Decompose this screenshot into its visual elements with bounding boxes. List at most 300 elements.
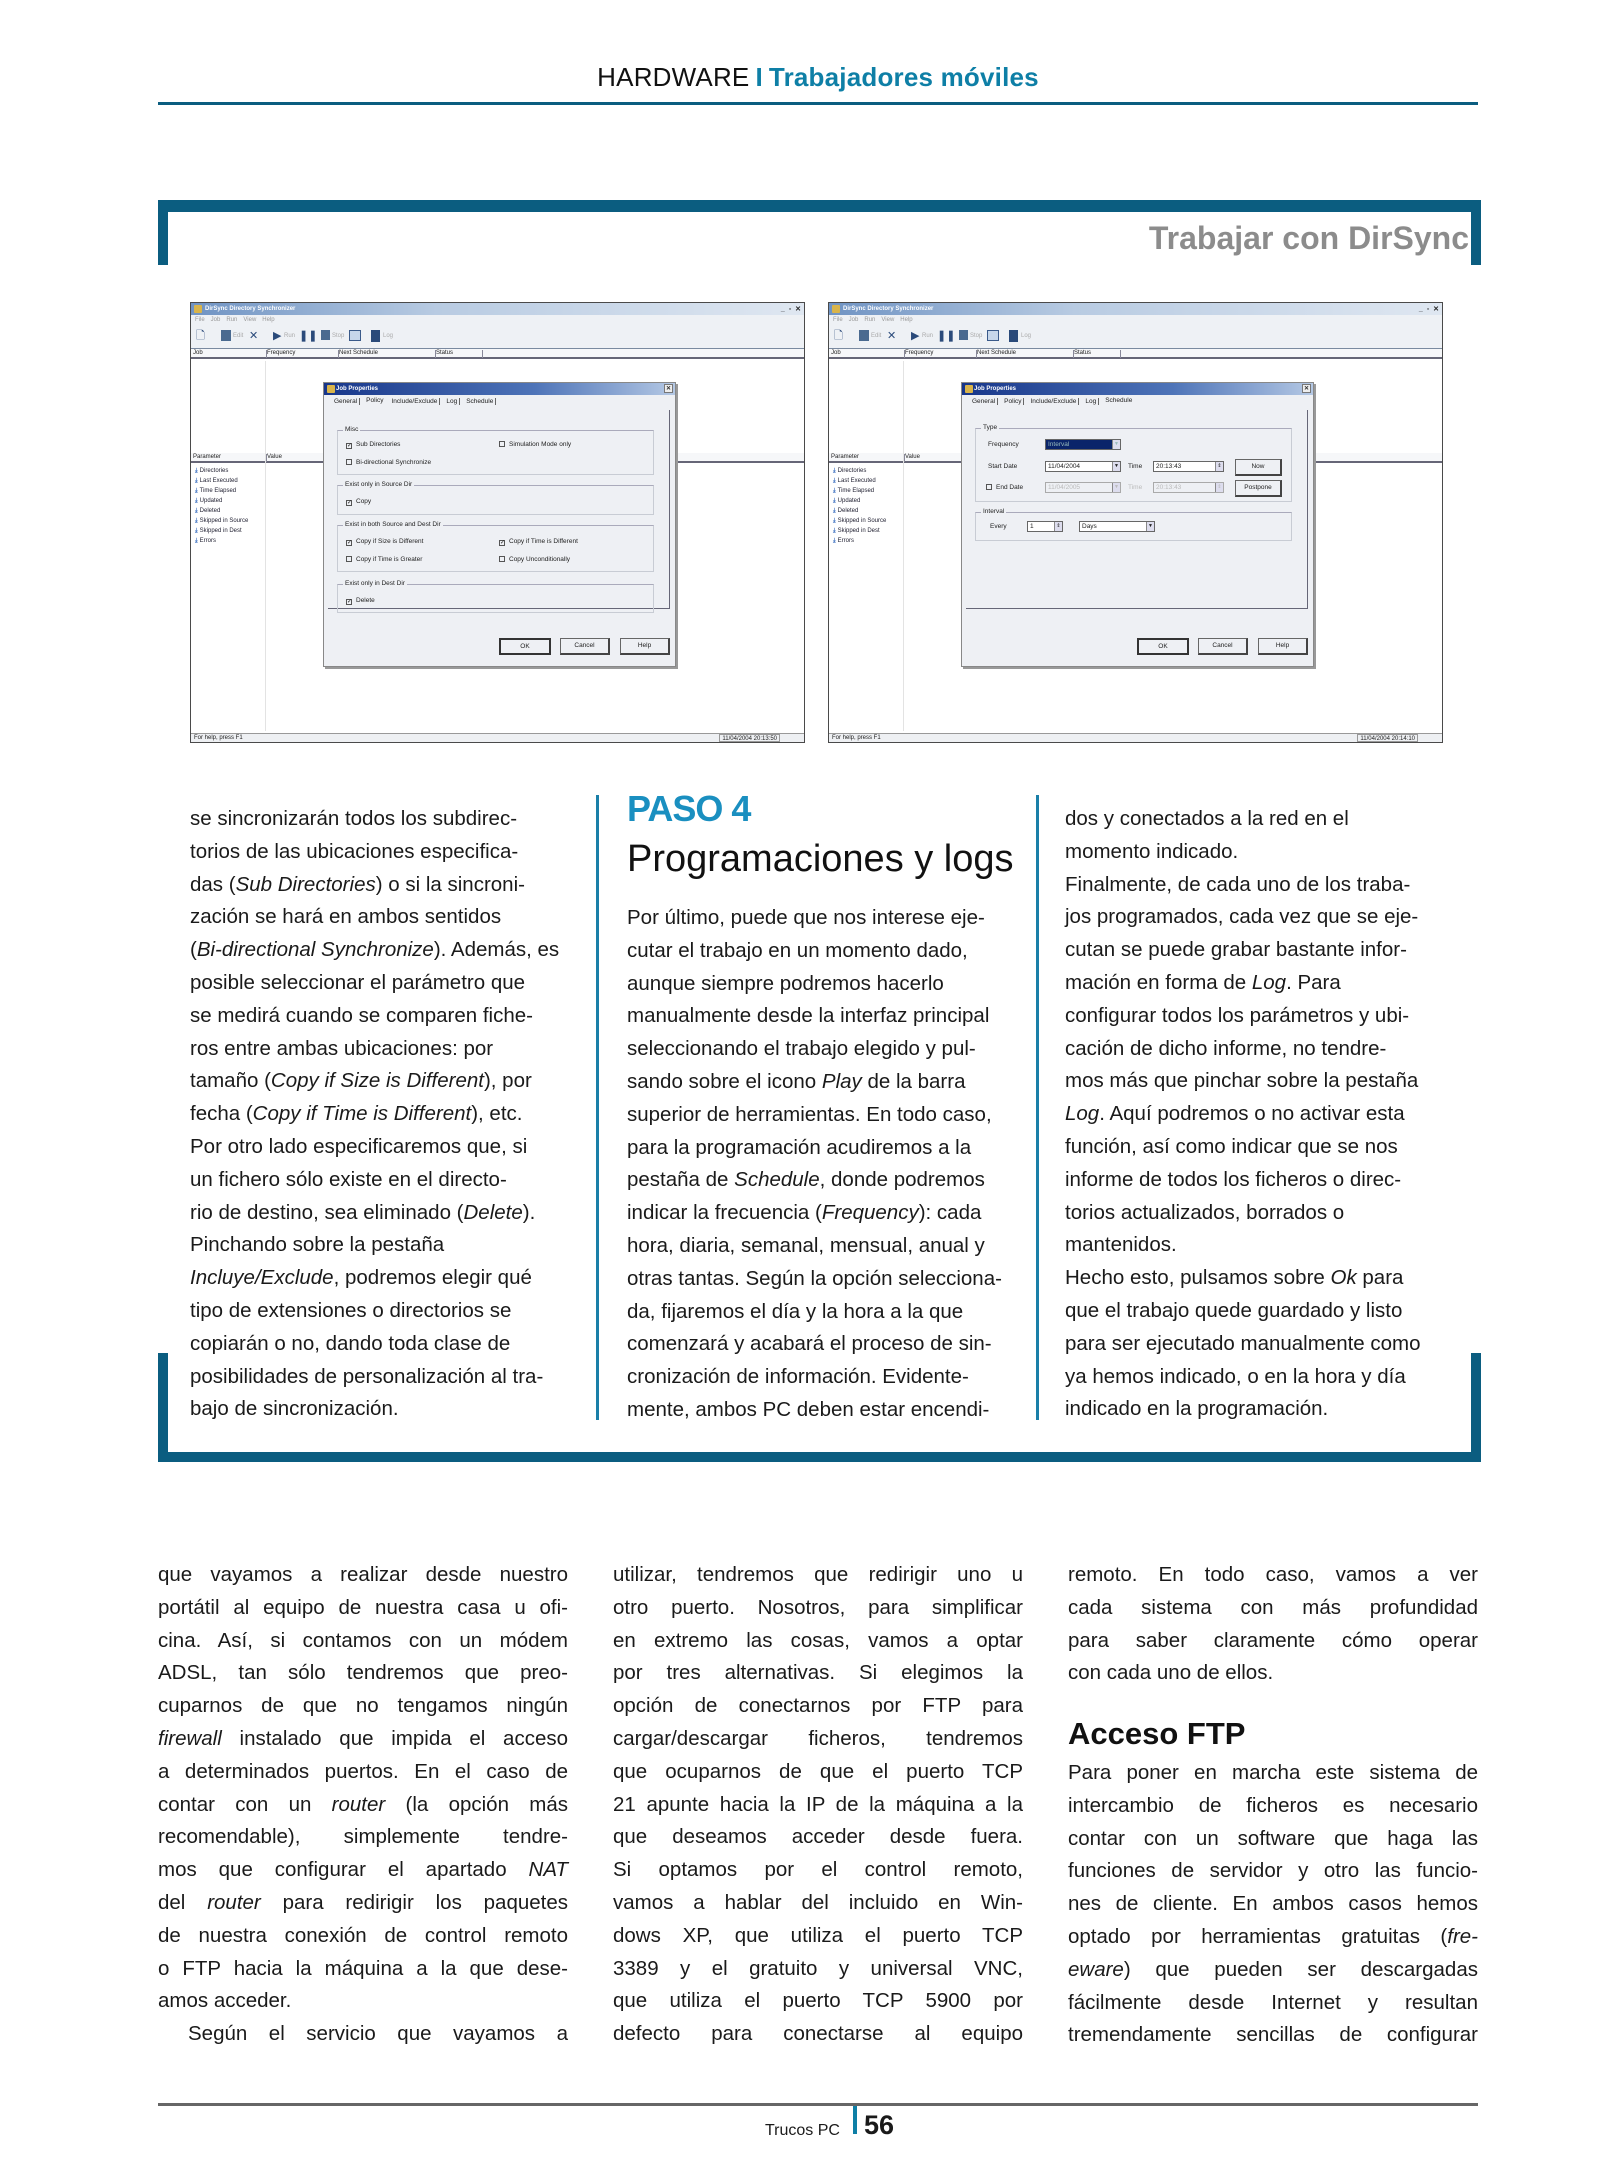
checkbox-box[interactable]: ✓ [347, 443, 353, 449]
text-line [1065, 1295, 1421, 1328]
text-line [158, 1789, 568, 1822]
spinner-icon[interactable]: ⇕ [1054, 522, 1062, 531]
text-run: se sincronizarán todos los subdirec- [190, 807, 518, 830]
text-line [1068, 1657, 1478, 1690]
param-label: Errors [199, 538, 216, 544]
text-line [1068, 1592, 1478, 1625]
article-column-1 [158, 1559, 568, 2051]
help-button[interactable]: Help [620, 638, 670, 655]
menu-item[interactable]: Job [210, 317, 221, 323]
close-icon[interactable]: ✕ [1303, 386, 1310, 392]
italic-term: Copy if Time is Different [252, 1102, 472, 1126]
job-list-header [191, 349, 804, 359]
text-run: que deseamos acceder desde fuera. [613, 1825, 1023, 1849]
view-icon[interactable] [349, 330, 361, 341]
text-line [613, 1953, 1023, 1986]
box-title: Trabajar con DirSync [1148, 220, 1469, 256]
checkbox-greater[interactable] [346, 556, 422, 563]
start-date-value: 11/04/2004 [1048, 463, 1081, 470]
text-line [1068, 1987, 1478, 2020]
checkbox-box[interactable] [986, 484, 992, 490]
checkbox-sub[interactable] [346, 441, 400, 449]
edit-icon[interactable] [221, 330, 231, 341]
delete-icon[interactable]: ✕ [887, 330, 897, 342]
text-run: mos más que pinchar sobre la pestaña [1065, 1069, 1419, 1093]
text-run: cuparnos de que no tengamos ningún [158, 1694, 568, 1718]
frequency-label: Frequency [988, 441, 1019, 448]
param-item[interactable] [195, 516, 248, 526]
param-icon: ⤓ [833, 518, 836, 524]
app-icon [194, 305, 202, 313]
column-header[interactable]: Frequency [905, 350, 977, 358]
italic-term: Incluye/Exclude [190, 1266, 334, 1290]
menu-item[interactable]: File [195, 317, 205, 323]
text-run: ). Además, es [433, 938, 560, 962]
text-line [190, 1229, 559, 1262]
text-run: Si optamos por el control remoto, [613, 1858, 1023, 1882]
param-label: Skipped in Source [199, 518, 249, 524]
end-time-label: Time [1128, 484, 1143, 491]
end-date-input[interactable] [1045, 482, 1121, 493]
edit-icon[interactable] [859, 330, 869, 341]
param-item[interactable] [833, 486, 886, 496]
app-icon [965, 385, 973, 393]
column-header[interactable]: Status [436, 350, 483, 358]
box-frame-left-top [158, 200, 168, 265]
text-line [613, 1625, 1023, 1658]
help-button[interactable]: Help [1258, 638, 1308, 655]
text-line [627, 1000, 1002, 1033]
box-frame-right-bottom [1471, 1353, 1481, 1462]
log-icon[interactable] [1009, 330, 1018, 342]
status-clock: 11/04/2004 20:13:50 [719, 734, 780, 742]
text-run: funciones de servidor y otro las funcio- [1068, 1859, 1478, 1883]
italic-term: Play [821, 1069, 862, 1093]
text-line [190, 1033, 559, 1066]
chevron-down-icon[interactable]: ▼ [1112, 440, 1120, 449]
text-line [1065, 1000, 1421, 1033]
checkbox-uncond[interactable] [499, 556, 570, 563]
end-date-label: End Date [996, 484, 1024, 491]
text-run: cargar/descargar ficheros, tendremos [613, 1726, 1023, 1750]
param-icon: ⤓ [833, 478, 836, 484]
new-job-icon[interactable]: 🗋 [196, 330, 205, 342]
magazine-name: Trucos PC [765, 2122, 840, 2139]
dialog-title: Job Properties [974, 386, 1017, 392]
menu-item[interactable]: File [833, 317, 843, 323]
box-frame-left-bottom [158, 1353, 168, 1462]
text-run: dos y conectados a la red en el [1065, 807, 1349, 830]
job-list-header [829, 349, 1442, 359]
step-heading: Programaciones y logs [627, 838, 1014, 880]
text-run: comenzará y acabará el proceso de sin- [627, 1332, 992, 1356]
text-line [627, 1033, 1002, 1066]
cancel-button[interactable]: Cancel [1198, 638, 1248, 655]
column-header[interactable]: Status [1074, 350, 1121, 358]
end-date-checkbox[interactable] [986, 484, 1023, 491]
text-run: utilizar, tendremos que redirigir uno u [613, 1563, 1023, 1586]
new-job-icon[interactable]: 🗋 [834, 330, 843, 342]
end-time-input[interactable] [1153, 482, 1224, 493]
checkbox-box[interactable] [346, 556, 352, 562]
job-properties-dialog [961, 382, 1314, 667]
text-run: Pinchando sobre la pestaña [190, 1233, 445, 1257]
tab-policy[interactable]: Policy [1002, 398, 1024, 405]
article-column-3-continued [1068, 1757, 1478, 2052]
text-line [613, 1756, 1023, 1789]
section-name: HARDWARE [597, 62, 750, 92]
text-line [1068, 1855, 1478, 1888]
text-run: Finalmente, de cada uno de los traba- [1065, 872, 1411, 896]
run-icon[interactable]: ▶ [911, 330, 920, 342]
text-line [190, 1065, 559, 1098]
frequency-select[interactable] [1045, 439, 1121, 450]
edit-label: Edit [233, 333, 244, 339]
param-label: Deleted [199, 508, 221, 514]
param-item[interactable] [833, 496, 886, 506]
text-line [1068, 1790, 1478, 1823]
text-run: das ( [190, 872, 236, 896]
text-line [158, 1592, 568, 1625]
checkbox-sim[interactable] [499, 441, 571, 448]
column-header[interactable]: Next Schedule [977, 350, 1074, 358]
text-line [190, 967, 559, 1000]
end-date-value: 11/04/2005 [1048, 484, 1081, 491]
text-line [627, 1132, 1002, 1165]
text-line [190, 1262, 559, 1295]
tab-bar [970, 398, 1138, 405]
checkbox-bidi[interactable] [346, 459, 431, 466]
checkbox-box[interactable]: ✓ [347, 540, 353, 546]
text-line [158, 1723, 568, 1756]
menu-item[interactable]: Job [848, 317, 859, 323]
checkbox-delete[interactable] [346, 597, 375, 605]
job-properties-dialog [323, 382, 676, 667]
text-run: configurar todos los parámetros y ubi- [1065, 1003, 1410, 1027]
param-item[interactable] [833, 516, 886, 526]
text-run: ya hemos indicado, o en la hora y día [1065, 1364, 1406, 1388]
view-icon[interactable] [987, 330, 999, 341]
text-line [613, 1723, 1023, 1756]
every-unit-value: Days [1082, 523, 1097, 530]
text-run: instalado que impida el acceso [221, 1726, 568, 1750]
text-run: posible seleccionar el parámetro que [190, 970, 526, 994]
text-line [613, 1559, 1023, 1592]
log-icon[interactable] [371, 330, 380, 342]
text-run: del [158, 1890, 208, 1914]
param-item[interactable] [195, 486, 248, 496]
step-label: PASO 4 [627, 788, 751, 829]
text-line [190, 1164, 559, 1197]
box-column-3 [1065, 803, 1421, 1426]
param-label: Skipped in Source [837, 518, 887, 524]
menu-item[interactable]: Run [864, 317, 876, 323]
italic-term: Copy if Size is Different [270, 1069, 484, 1093]
running-header [158, 62, 1478, 93]
group-src [337, 481, 654, 515]
window-controls[interactable]: _ ▫ ✕ [1418, 306, 1440, 313]
text-run: fecha ( [190, 1102, 253, 1126]
text-run: bajo de sincronización. [190, 1397, 399, 1421]
ok-button[interactable]: OK [499, 638, 551, 655]
text-line [158, 1821, 568, 1854]
text-line [613, 1657, 1023, 1690]
text-line [627, 1230, 1002, 1263]
text-line [627, 1263, 1002, 1296]
text-run: superior de herramientas. En todo caso, [627, 1102, 992, 1126]
text-run: , podremos elegir qué [333, 1266, 532, 1290]
text-line [627, 935, 1002, 968]
param-item[interactable] [195, 526, 248, 536]
status-bar [829, 733, 1442, 742]
text-run: vamos a hablar del incluido en Win- [613, 1890, 1023, 1914]
text-line [613, 1887, 1023, 1920]
menu-item[interactable]: View [243, 317, 257, 323]
param-label: Updated [837, 498, 861, 504]
text-run: jos programados, cada vez que se eje- [1065, 905, 1419, 929]
italic-term: Delete [463, 1200, 523, 1224]
text-run: ). [522, 1200, 536, 1224]
text-run: ), etc. [471, 1102, 523, 1126]
run-icon[interactable]: ▶ [273, 330, 282, 342]
text-line [1065, 967, 1421, 1000]
text-run: tamaño ( [190, 1069, 271, 1093]
column-header[interactable]: Job [193, 350, 267, 358]
group-label: Misc [345, 426, 359, 433]
now-button[interactable]: Now [1235, 459, 1282, 476]
text-run: Para poner en marcha este sistema de [1068, 1761, 1478, 1784]
text-line [190, 1197, 559, 1230]
footer-rule [158, 2103, 1478, 2106]
start-time-input[interactable] [1153, 461, 1224, 472]
text-run: se medirá cuando se comparen fiche- [190, 1003, 533, 1027]
log-label: Log [383, 333, 394, 339]
postpone-button[interactable]: Postpone [1235, 480, 1282, 497]
checkbox-box[interactable] [346, 459, 352, 465]
text-run: a determinados puertos. En el caso de [158, 1759, 568, 1783]
group-label: Exist only in Dest Dir [345, 580, 405, 587]
column-header[interactable]: Parameter [193, 454, 267, 462]
checkbox-label: Simulation Mode only [509, 441, 572, 448]
tab-general[interactable]: General [332, 398, 360, 405]
param-icon: ⤓ [833, 468, 836, 474]
tab-bar [332, 398, 500, 405]
spinner-icon[interactable]: ⇕ [1215, 483, 1223, 492]
text-line [627, 1394, 1002, 1427]
status-text: For help, press F1 [832, 735, 881, 741]
text-line [158, 2018, 568, 2051]
checkbox-copy[interactable] [346, 498, 371, 506]
column-header[interactable]: Value [905, 454, 979, 462]
param-icon: ⤓ [195, 468, 198, 474]
tab-log[interactable]: Log [444, 398, 460, 405]
param-item[interactable] [195, 496, 248, 506]
param-item[interactable] [833, 526, 886, 536]
app-icon [327, 385, 335, 393]
checkbox-size[interactable] [346, 538, 423, 546]
text-line [613, 1690, 1023, 1723]
spinner-icon[interactable]: ⇕ [1215, 462, 1223, 471]
text-run: Por otro lado especificaremos que, si [190, 1134, 528, 1158]
text-run: para [1356, 1266, 1404, 1290]
param-label: Last Executed [837, 478, 876, 484]
param-item[interactable] [195, 466, 248, 476]
column-header[interactable]: Parameter [831, 454, 905, 462]
text-run: ), por [483, 1069, 532, 1093]
text-line [190, 1361, 559, 1394]
text-line [190, 934, 559, 967]
text-run: o FTP hacia la máquina a la que dese- [158, 1956, 568, 1980]
text-run: mos que configurar el apartado [158, 1858, 529, 1882]
param-item[interactable] [195, 506, 248, 516]
menu-item[interactable]: Run [226, 317, 238, 323]
checkbox-box[interactable]: ✓ [500, 540, 506, 546]
italic-term: router [207, 1890, 261, 1914]
delete-icon[interactable]: ✕ [249, 330, 259, 342]
text-run: cada sistema con más profundidad [1068, 1595, 1478, 1619]
toolbar [191, 325, 804, 349]
text-run: ) o si la sincroni- [375, 872, 525, 896]
text-run: mantenidos. [1065, 1233, 1177, 1257]
column-header[interactable]: Value [267, 454, 341, 462]
text-line [613, 1821, 1023, 1854]
subheading: Acceso FTP [1068, 1716, 1246, 1751]
window-controls[interactable]: _ ▫ ✕ [780, 306, 802, 313]
italic-term: firewall [158, 1726, 222, 1750]
text-run: momento indicado. [1065, 839, 1239, 863]
text-run: mación en forma de [1065, 970, 1252, 994]
checkbox-timediff[interactable] [499, 538, 578, 546]
stop-icon[interactable] [959, 330, 968, 340]
text-run: cutar el trabajo en un momento dado, [627, 938, 968, 962]
chevron-down-icon[interactable]: ▼ [1112, 462, 1120, 471]
text-line [190, 1131, 559, 1164]
text-line [1068, 1757, 1478, 1790]
text-run: tipo de extensiones o directorios se [190, 1298, 512, 1322]
tab-include-exclude[interactable]: Include/Exclude [1028, 398, 1079, 405]
text-line [1065, 1229, 1421, 1262]
group-label: Interval [983, 508, 1005, 515]
param-icon: ⤓ [833, 508, 836, 514]
tab-general[interactable]: General [970, 398, 998, 405]
text-run: otro puerto. Nosotros, para simplificar [613, 1595, 1023, 1619]
param-icon: ⤓ [195, 538, 198, 544]
tab-log[interactable]: Log [1083, 398, 1099, 405]
text-run: función, así como indicar que se nos [1065, 1134, 1398, 1158]
pause-icon[interactable]: ❚❚ [299, 330, 318, 342]
text-line [1065, 1164, 1421, 1197]
italic-term: eware [1068, 1957, 1124, 1981]
text-run: para la programación acudiremos a la [627, 1135, 972, 1159]
tab-include-exclude[interactable]: Include/Exclude [389, 398, 440, 405]
param-icon: ⤓ [833, 488, 836, 494]
text-run: (la opción más [385, 1792, 568, 1816]
checkbox-box[interactable]: ✓ [347, 500, 353, 506]
group-both [337, 521, 654, 572]
pause-icon[interactable]: ❚❚ [937, 330, 956, 342]
window-title: DirSync Directory Synchronizer [205, 306, 296, 312]
param-label: Directories [199, 468, 229, 474]
text-line [613, 1920, 1023, 1953]
param-item[interactable] [195, 536, 248, 546]
header-rule [158, 102, 1478, 105]
param-icon: ⤓ [833, 538, 836, 544]
menu-item[interactable]: Help [900, 317, 913, 323]
group-dest [337, 580, 654, 613]
text-line [627, 1099, 1002, 1132]
checkbox-box[interactable]: ✓ [347, 599, 353, 605]
tab-schedule[interactable]: Schedule [1105, 397, 1133, 404]
text-line [158, 1657, 568, 1690]
text-run: portátil al equipo de nuestra casa u ofi- [158, 1595, 568, 1619]
cancel-button[interactable]: Cancel [560, 638, 610, 655]
frequency-value: Interval [1048, 441, 1070, 448]
column-header[interactable]: Job [831, 350, 905, 358]
param-label: Time Elapsed [199, 488, 237, 494]
param-icon: ⤓ [195, 518, 198, 524]
italic-term: Sub Directories [235, 872, 376, 896]
menu-item[interactable]: Help [262, 317, 275, 323]
italic-term: Ok [1330, 1266, 1357, 1290]
dialog-titlebar [962, 383, 1313, 395]
text-line [613, 2018, 1023, 2051]
text-run: 21 apunte hacia la IP de la máquina a la [613, 1792, 1023, 1816]
param-item[interactable] [833, 476, 886, 486]
chevron-down-icon[interactable]: ▼ [1112, 483, 1120, 492]
param-item[interactable] [833, 536, 886, 546]
italic-term: Frequency [821, 1201, 919, 1225]
text-line [158, 1985, 568, 2018]
chevron-down-icon[interactable]: ▼ [1146, 522, 1154, 531]
param-item[interactable] [195, 476, 248, 486]
start-date-input[interactable] [1045, 461, 1121, 472]
text-run: que vayamos a realizar desde nuestro [158, 1563, 568, 1586]
column-header[interactable]: Frequency [267, 350, 339, 358]
close-icon[interactable]: ✕ [665, 386, 672, 392]
menu-bar [191, 315, 804, 325]
text-run: en extremo las cosas, vamos a optar [613, 1628, 1023, 1652]
text-line [1065, 901, 1421, 934]
text-run: amos acceder. [158, 1989, 292, 2013]
ok-button[interactable]: OK [1137, 638, 1189, 655]
every-unit-select[interactable] [1079, 521, 1155, 532]
text-line [627, 1197, 1002, 1230]
checkbox-box[interactable] [499, 441, 505, 447]
text-run: . Aquí podremos o no activar esta [1099, 1102, 1405, 1126]
text-line [190, 1295, 559, 1328]
column-header[interactable]: Next Schedule [339, 350, 436, 358]
text-run: rio de destino, sea eliminado ( [190, 1200, 464, 1224]
every-input[interactable] [1027, 521, 1063, 532]
dirsync-window-schedule [828, 302, 1443, 743]
text-run: 3389 y el gratuito y universal VNC, [613, 1956, 1023, 1980]
window-titlebar [191, 303, 804, 315]
param-item[interactable] [833, 466, 886, 476]
text-run: remoto. En todo caso, vamos a ver [1068, 1563, 1478, 1586]
tab-policy[interactable]: Policy [366, 397, 384, 404]
text-line [1068, 1559, 1478, 1592]
italic-term: router [331, 1792, 386, 1816]
menu-item[interactable]: View [881, 317, 895, 323]
checkbox-box[interactable] [499, 556, 505, 562]
tab-schedule[interactable]: Schedule [464, 398, 496, 405]
text-line [1068, 1921, 1478, 1954]
stop-icon[interactable] [321, 330, 330, 340]
italic-term: Bi-directional Synchronize [196, 938, 434, 962]
text-line [190, 803, 559, 836]
param-item[interactable] [833, 506, 886, 516]
text-run: de la barra [861, 1069, 966, 1093]
